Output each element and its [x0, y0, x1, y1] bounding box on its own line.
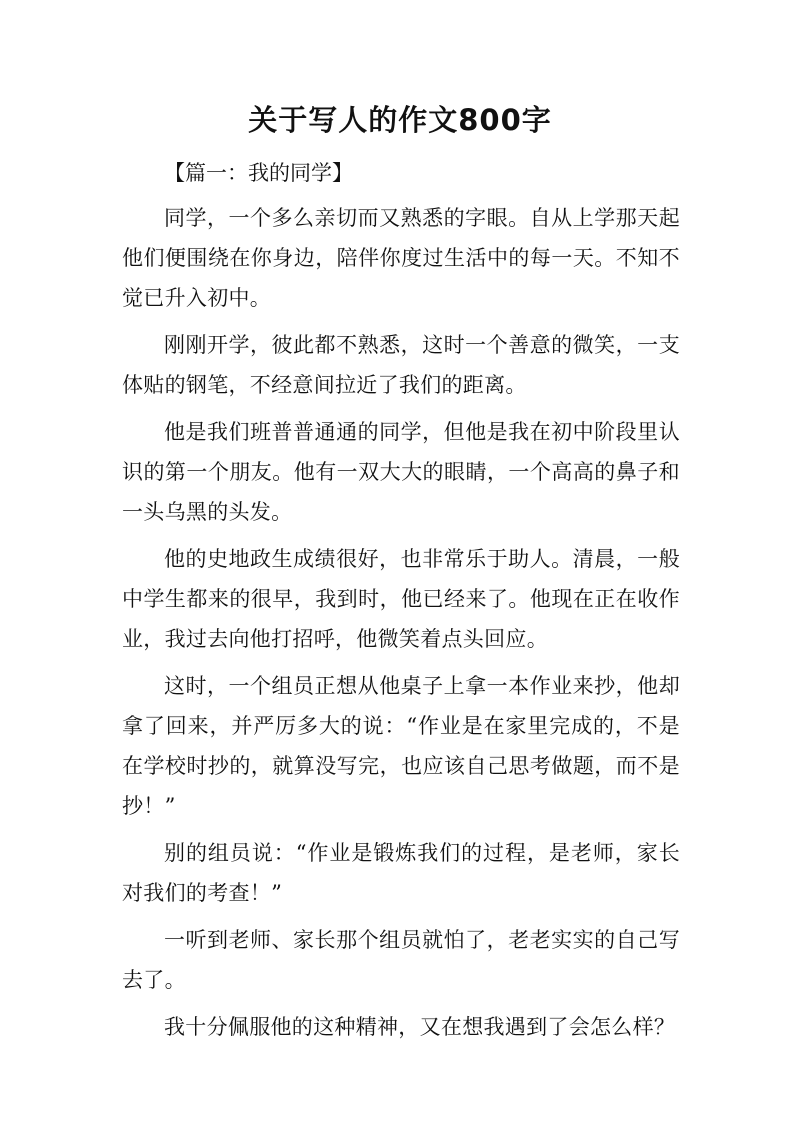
section-heading: 【篇一：我的同学】 [164, 161, 353, 185]
paragraph: 他是我们班普普通通的同学，但他是我在初中阶段里认识的第一个朋友。他有一双大大的眼睛，一个高高的鼻子和一头乌黑的头发。 [122, 420, 680, 524]
paragraph: 我十分佩服他的这种精神，又在想我遇到了会怎么样？ [164, 1015, 676, 1039]
paragraph: 一听到老师、家长那个组员就怕了，老老实实的自己写去了。 [122, 928, 680, 992]
paragraph: 别的组员说：“作业是锻炼我们的过程，是老师，家长对我们的考查！” [122, 841, 680, 905]
paragraph: 他的史地政生成绩很好，也非常乐于助人。清晨，一般中学生都来的很早，我到时，他已经来了。他现在正在收作业，我过去向他打招呼，他微笑着点头回应。 [122, 547, 680, 651]
article-body [122, 198, 680, 1054]
document-title: 关于写人的作文800字 [248, 103, 552, 137]
paragraph: 刚刚开学，彼此都不熟悉，这时一个善意的微笑，一支体贴的钢笔，不经意间拉近了我们的距离。 [122, 333, 680, 397]
paragraph: 这时，一个组员正想从他桌子上拿一本作业来抄，他却拿了回来，并严厉多大的说：“作业是在家里完成的，不是在学校时抄的，就算没写完，也应该自己思考做题，而不是抄！” [122, 674, 680, 818]
paragraph: 同学，一个多么亲切而又熟悉的字眼。自从上学那天起他们便围绕在你身边，陪伴你度过生活中的每一天。不知不觉已升入初中。 [122, 206, 680, 310]
